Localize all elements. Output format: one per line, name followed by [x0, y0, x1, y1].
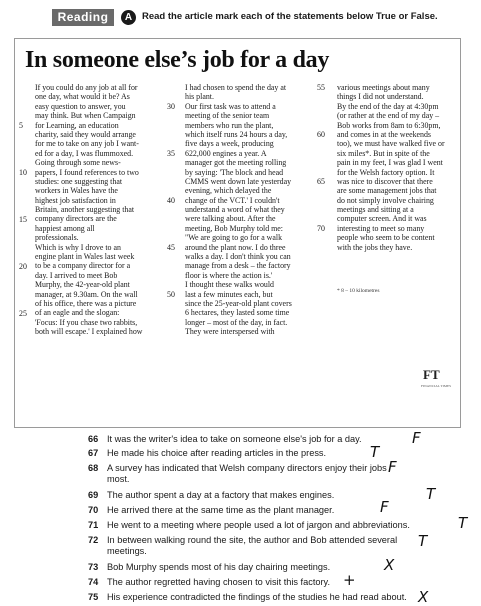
article-line: both will escape.' I explained how — [35, 327, 143, 337]
article-line: things I did not understand. — [337, 92, 424, 102]
article-line: Which is why I drove to an — [35, 242, 121, 252]
statement-text: The author regretted having chosen to visit this factory. — [107, 577, 330, 587]
line-number: 15 — [19, 214, 27, 224]
answer-mark: T — [426, 485, 436, 503]
line-number: 45 — [167, 242, 175, 252]
article-line: company directors are the — [35, 214, 117, 224]
section-tab: Reading — [52, 9, 114, 26]
statement-number: 68 — [88, 463, 99, 473]
article-line: workers in Wales have the — [35, 186, 118, 196]
article-line: manage from a desk – the factory — [185, 261, 291, 271]
line-number: 65 — [317, 177, 325, 186]
statement-text: Bob Murphy spends most of his day chairing meetings. — [107, 562, 331, 572]
article-line: understand a word of what they — [185, 205, 285, 215]
article-line: "We are going to go for a walk — [185, 233, 283, 243]
article-line: interesting to meet so many — [337, 223, 425, 233]
article-line: day. I arrived to meet Bob — [35, 270, 118, 280]
article-line: for Learning, an education — [35, 120, 119, 130]
article-box — [14, 38, 461, 428]
statement-number: 70 — [88, 505, 99, 515]
statement-number: 75 — [88, 592, 99, 602]
article-line: Bob works from 8am to 6:30pm, — [337, 120, 441, 130]
article-line: (or rather at the end of my day – — [337, 111, 440, 121]
article-line: manager got the meeting rolling — [185, 158, 287, 168]
statement-number: 69 — [88, 490, 99, 500]
article-line: papers, I found references to two — [35, 167, 139, 177]
line-number: 55 — [317, 83, 325, 92]
article-line: meeting, Bob Murphy told me: — [185, 223, 283, 233]
article-line: change of the VCT.' I couldn't — [185, 195, 280, 205]
article-line: professionals. — [35, 233, 79, 243]
article-line: meetings and sitting at a — [337, 205, 414, 215]
task-instruction: Read the article mark each of the statements below True or False. — [142, 11, 438, 22]
article-line: do not simply involve chairing — [337, 195, 434, 205]
article-line: for the Welsh factory option. It — [337, 167, 435, 177]
article-line: I had chosen to spend the day at — [185, 83, 287, 92]
article-line: If you could do any job at all for — [35, 83, 138, 92]
article-line: happiest among all — [35, 223, 95, 233]
article-line: 622,000 engines a year. A — [185, 148, 267, 158]
statement-text: He made his choice after reading articles in the press. — [107, 448, 327, 458]
article-line: I thought these walks would — [185, 280, 274, 290]
article-column-2 — [185, 83, 311, 337]
answer-mark: F — [412, 429, 421, 447]
article-line: was nice to discover that there — [337, 176, 433, 186]
statement-number: 71 — [88, 520, 99, 530]
article-line: manager, at 9.30am. On the wall — [35, 289, 138, 299]
article-line: computer screen. And it was — [337, 214, 427, 224]
article-line: his plant. — [185, 92, 214, 102]
article-line: longer – most of the day, in fact. — [185, 317, 288, 327]
statement-number: 67 — [88, 448, 99, 458]
article-line: easy question to answer, you — [35, 101, 126, 111]
article-line: which itself runs 24 hours a day, — [185, 129, 288, 139]
article-line: evening, which delayed the — [185, 186, 272, 196]
statement-text: His experience contradicted the findings of the studies he had read about. — [107, 592, 407, 602]
line-number: 10 — [19, 167, 27, 177]
answer-mark: F — [388, 458, 397, 476]
article-line: since the 25-year-old plant covers — [185, 298, 292, 308]
article-column-1 — [35, 83, 159, 337]
statement-text: He went to a meeting where people used a lot of jargon and abbreviations. — [107, 520, 410, 530]
answer-mark: + — [343, 571, 356, 589]
article-line: six miles*. But in spite of the — [337, 148, 430, 158]
article-line: Our first task was to attend a — [185, 101, 276, 111]
article-line: with the jobs they have. — [337, 242, 413, 252]
ft-logo-subtitle: FINANCIAL TIMES — [421, 384, 452, 388]
answer-mark: F — [380, 498, 389, 516]
article-line: and comes in at the weekends — [337, 129, 431, 139]
line-number: 30 — [167, 101, 175, 111]
ft-logo: FT — [423, 367, 440, 382]
article-line: five days a week, producing — [185, 139, 274, 149]
article-line: may think. But when Campaign — [35, 111, 136, 121]
answer-mark: T — [458, 514, 468, 532]
statement-text: A survey has indicated that Welsh company directors enjoy their jobs most. — [107, 463, 387, 484]
article-line: 6 hectares, they lasted some time — [185, 308, 290, 318]
article-line: By the end of the day at 4:30pm — [337, 101, 439, 111]
article-line: 'Focus: If you chase two rabbits, — [35, 317, 138, 327]
article-line: meeting of the senior team — [185, 111, 270, 121]
statement-number: 66 — [88, 434, 99, 444]
line-number: 35 — [167, 148, 175, 158]
article-footnote: * 8 – 10 kilometres — [337, 288, 380, 294]
exercise-header — [0, 7, 481, 27]
article-title: In someone else’s job for a day — [25, 47, 330, 73]
article-line: by saying: 'The block and head — [185, 167, 284, 177]
line-number: 5 — [19, 120, 23, 130]
statement-text: The author spent a day at a factory that makes engines. — [107, 490, 335, 500]
statement-text: In between walking round the site, the author and Bob attended several meetings. — [107, 535, 398, 556]
article-line: pain in my feet, I was glad I went — [337, 158, 443, 168]
article-line: last a few minutes each, but — [185, 289, 273, 299]
article-line: highest job satisfaction in — [35, 195, 116, 205]
line-number: 70 — [317, 224, 325, 233]
answer-mark: X — [384, 556, 395, 574]
article-line: ed for a day, I was flummoxed. — [35, 148, 134, 158]
article-line: walks a day. I don't think you can — [185, 252, 291, 262]
statement-number: 72 — [88, 535, 99, 545]
statement-text: It was the writer's idea to take on someone else's job for a day. — [107, 434, 362, 444]
article-column-3 — [337, 83, 452, 252]
article-line: are some management jobs that — [337, 186, 437, 196]
article-line: one day, what would it be? As — [35, 92, 130, 102]
article-line: They were interspersed with — [185, 327, 275, 337]
article-line: of his office, there was a picture — [35, 298, 137, 308]
article-line: floor is where the action is.' — [185, 270, 273, 280]
article-line: charity, said they would arrange — [35, 129, 136, 139]
line-number: 60 — [317, 130, 325, 139]
line-number: 25 — [19, 308, 27, 318]
article-line: too), we must have walked five or — [337, 139, 445, 149]
article-line: people who seem to be content — [337, 233, 435, 243]
statement-number: 73 — [88, 562, 99, 572]
article-line: of an eagle and the slogan: — [35, 308, 120, 318]
line-number: 50 — [167, 289, 175, 299]
line-number: 20 — [19, 261, 27, 271]
article-line: various meetings about many — [337, 83, 430, 92]
article-line: for me to take on any job I want- — [35, 139, 139, 149]
article-line: CMMS went down late yesterday — [185, 176, 292, 186]
article-line: members who run the plant, — [185, 120, 274, 130]
article-line: to be a company director for a — [35, 261, 131, 271]
line-number: 40 — [167, 195, 175, 205]
statement-number: 74 — [88, 577, 99, 587]
article-line: were talking about. After the — [185, 214, 276, 224]
answer-mark: T — [370, 443, 380, 461]
article-line: Going through some news- — [35, 158, 121, 168]
article-line: around the plant now. I do three — [185, 242, 286, 252]
answer-mark: T — [418, 532, 428, 550]
article-line: studies: one suggesting that — [35, 176, 123, 186]
article-line: Britain, another suggesting that — [35, 205, 135, 215]
answer-mark: X — [418, 588, 429, 606]
task-letter-badge: A — [121, 10, 136, 25]
statement-text: He arrived there at the same time as the plant manager. — [107, 505, 335, 515]
article-line: Murphy, the 42-year-old plant — [35, 280, 130, 290]
article-line: engine plant in Wales last week — [35, 252, 135, 262]
